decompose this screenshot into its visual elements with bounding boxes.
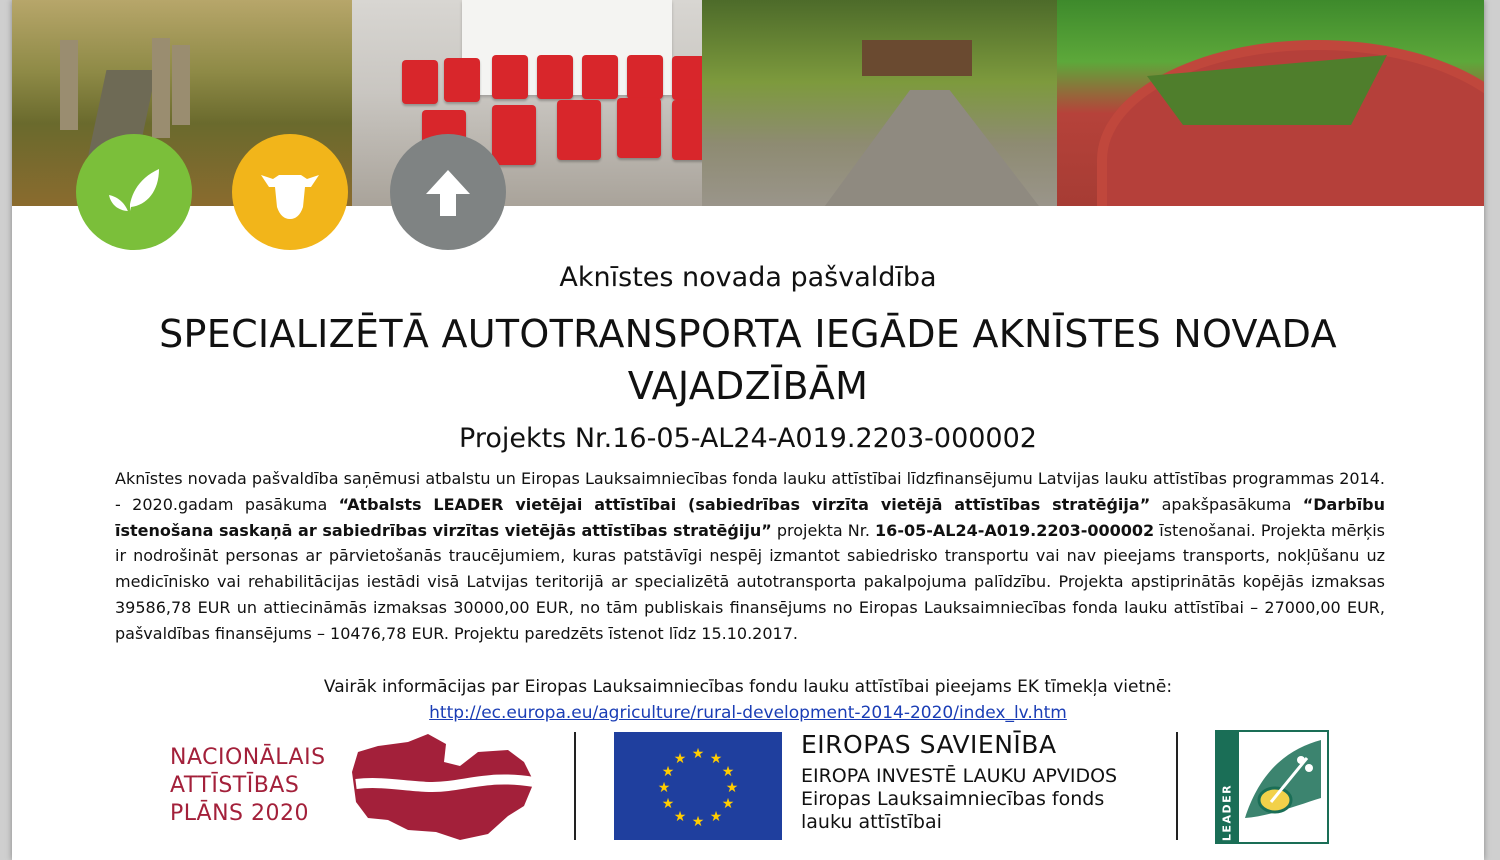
logo-divider xyxy=(574,732,576,840)
park-pavilion-photo xyxy=(702,0,1082,206)
description-text: Aknīstes novada pašvaldība saņēmusi atbalstu un Eiropas Lauksaimniecības fonda lauku attīstībai līdzfinansējumu Latvijas lauku attīstības programmas 2014. - 2020.gadam pasākuma xyxy=(115,469,1385,514)
logo-divider xyxy=(1176,732,1178,840)
svg-text:★: ★ xyxy=(721,764,735,780)
svg-text:★: ★ xyxy=(661,796,675,812)
description-text: projekta Nr. xyxy=(771,520,876,540)
svg-text:★: ★ xyxy=(709,809,723,825)
cow-icon xyxy=(232,134,348,250)
submeasure-name: “Darbību īstenošana saskaņā ar sabiedrības virzītas vietējās attīstības stratēģiju” xyxy=(115,494,1386,540)
funding-logos xyxy=(12,728,1484,860)
ec-website-link[interactable]: http://ec.europa.eu/agriculture/rural-development-2014-2020/index_lv.htm xyxy=(429,703,1067,723)
page-title: SPECIALIZĒTĀ AUTOTRANSPORTA IEGĀDE AKNĪSTES NOVADA VAJADZĪBĀM xyxy=(159,312,1337,408)
svg-text:★: ★ xyxy=(691,746,705,762)
eu-logo-text: EIROPAS SAVIENĪBA EIROPA INVESTĒ LAUKU APVIDOS Eiropas Lauksaimniecības fonds lauku attīstībai xyxy=(801,730,1118,833)
svg-text:★: ★ xyxy=(709,751,723,767)
leader-emblem-icon xyxy=(1241,738,1325,834)
description-text: apakšpasākuma xyxy=(1150,494,1303,514)
project-number: Projekts Nr.16-05-AL24-A019.2203-000002 xyxy=(459,423,1037,454)
svg-text:★: ★ xyxy=(691,814,705,830)
leader-logo: LEADER xyxy=(1215,730,1329,844)
more-info-text: Vairāk informācijas par Eiropas Lauksaimniecības fondu lauku attīstībai pieejams EK tīmekļa vietnē: xyxy=(323,677,1173,697)
latvia-map-icon xyxy=(348,732,538,844)
svg-text:★: ★ xyxy=(661,764,675,780)
poster-page xyxy=(12,0,1484,860)
leaf-icon xyxy=(76,134,192,250)
photo-banner xyxy=(12,0,1484,206)
svg-text:★: ★ xyxy=(657,780,671,796)
nap-2020-logo-text: NACIONĀLAIS ATTĪSTĪBAS PLĀNS 2020 xyxy=(170,745,326,826)
svg-text:★: ★ xyxy=(725,780,739,796)
project-description xyxy=(115,466,1385,647)
organization-name: Aknīstes novada pašvaldība xyxy=(559,262,937,293)
svg-text:★: ★ xyxy=(721,796,735,812)
eu-flag-icon xyxy=(614,732,782,840)
description-text: īstenošanai. Projekta mērķis ir nodrošināt personas ar pārvietošanās traucējumiem, kuras patstāvīgi nespēj izmantot sabiedrisko transportu vai nav pieejams transports, nokļūšanu uz medicīnisko vai rehabilitācijas iestādi visā Latvijas teritorijā ar specializētā autotransporta pakalpojuma palīdzību. Projekta apstiprinātās kopējās izmaksas 39586,78 EUR un attiecināmās izmaksas 30000,00 EUR, no tām publiskais finansējums no Eiropas Lauksaimniecības fonda lauku attīstībai – 27000,00 EUR, pašvaldības finansējums – 10476,78 EUR. Projektu paredzēts īstenot līdz 15.10.2017. xyxy=(115,520,1386,643)
project-code: 16-05-AL24-A019.2203-000002 xyxy=(875,520,1155,540)
svg-text:★: ★ xyxy=(673,809,687,825)
arrow-up-icon xyxy=(390,134,506,250)
svg-text:★: ★ xyxy=(673,751,687,767)
measure-name: “Atbalsts LEADER vietējai attīstībai (sabiedrības virzīta vietējā attīstības stratēģija” xyxy=(338,494,1151,514)
stadium-photo xyxy=(1057,0,1484,206)
